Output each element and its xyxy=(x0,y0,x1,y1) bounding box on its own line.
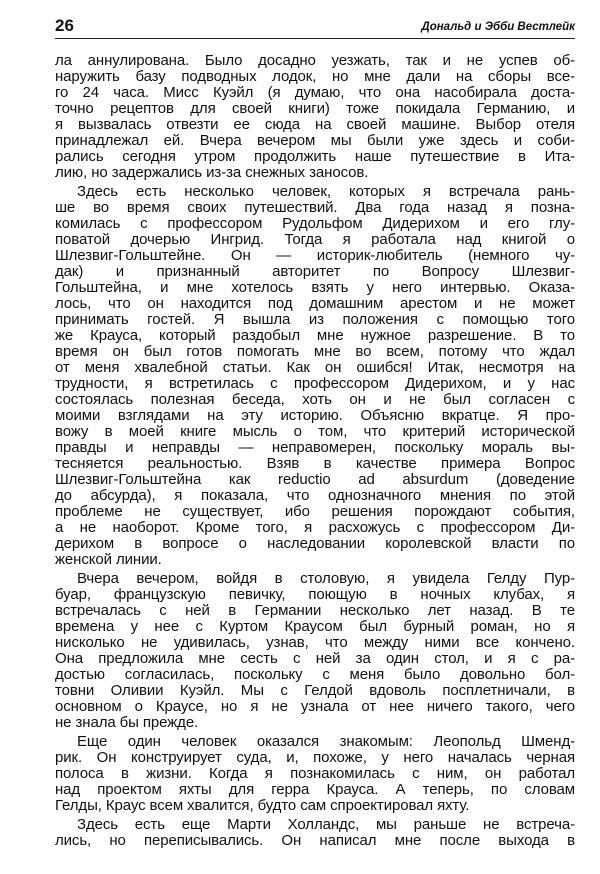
text-line: же Крауса, который раздобыл мне нужное разрешение. В то xyxy=(55,327,575,344)
text-line: Шлезвиг-Гольштейне. Он — историк-любитель (немного чу- xyxy=(55,247,575,264)
text-line: проблеме не существует, ибо решения порождают события, xyxy=(55,503,575,520)
text-line: Гольштейна, и мне хотелось взять у него интервью. Оказа- xyxy=(55,279,575,296)
text-line: дак) и признанный авторитет по Вопросу Шлезвиг- xyxy=(55,263,575,280)
text-line: комилась с профессором Рудольфом Дидерихом и его глу- xyxy=(55,215,575,232)
text-line: достью согласилась, поскольку с меня было довольно бол- xyxy=(55,666,575,683)
text-line: времена у нее с Куртом Краусом был бурный роман, но я xyxy=(55,618,575,635)
text-line: тесняется реальностью. Взяв в качестве примера Вопрос xyxy=(55,455,575,472)
text-line: принадлежал ей. Вчера вечером мы были уже здесь и соби- xyxy=(55,132,575,149)
paragraph xyxy=(55,184,575,568)
text-line: моими взглядами на эту историю. Объясню вкратце. Я про- xyxy=(55,407,575,424)
text-line: женской линии. xyxy=(55,551,162,568)
text-line: ше во время своих путешествий. Два года назад я позна- xyxy=(55,199,575,216)
paragraph xyxy=(55,734,575,814)
body-text xyxy=(55,53,575,852)
running-title: Дональд и Эбби Вестлейк xyxy=(421,21,575,33)
text-line: рик. Он конструирует суда, и, похоже, у него началась черная xyxy=(55,749,575,766)
text-line: поватой дочерью Ингрид. Тогда я работала над книгой о xyxy=(55,231,575,248)
page-number: 26 xyxy=(55,16,74,35)
text-line: буар, французскую певичку, поющую в ночных клубах, я xyxy=(55,586,575,603)
text-line: полоса в жизни. Когда я познакомилась с ним, он работал xyxy=(55,765,575,782)
text-line: Гелды, Краус всем хвалится, будто сам спроектировал яхту. xyxy=(55,797,470,814)
text-line: наружить базу подводных лодок, но мне дали на сборы все- xyxy=(55,68,575,85)
text-line: время он был готов помогать мне во всем, потому что ждал xyxy=(55,343,575,360)
text-line: ла аннулирована. Было досадно уезжать, так и не успев об- xyxy=(55,52,575,69)
text-line: не знала бы прежде. xyxy=(55,714,199,731)
text-line: Шлезвиг-Гольштейна как reductio ad absurdum (доведение xyxy=(55,471,575,488)
text-line: состоялась полезная беседа, хоть он и не был согласен с xyxy=(55,391,575,408)
text-line: а не наоборот. Кроме того, я расхожусь с профессором Ди- xyxy=(55,519,575,536)
text-line: до абсурда), я показала, что однозначного мнения по этой xyxy=(55,487,575,504)
text-line: над проектом яхты для герра Крауса. А теперь, по словам xyxy=(55,781,575,798)
text-line: трудности, я встретилась с профессором Дидерихом, и у нас xyxy=(55,375,575,392)
text-line: правды и неправды — неправомерен, поскольку мораль вы- xyxy=(55,439,575,456)
text-line: рались сегодня утром продолжить наше путешествие в Ита- xyxy=(55,148,575,165)
paragraph xyxy=(55,817,575,849)
text-line: го 24 часа. Мисс Куэйл (я думаю, что она насобирала доста- xyxy=(55,84,575,101)
paragraph xyxy=(55,53,575,181)
text-line: лось, что он находится под домашним арестом и не может xyxy=(55,295,575,312)
text-line: встречалась с ней в Германии несколько лет назад. В те xyxy=(55,602,575,619)
text-line: товни Оливии Куэйл. Мы с Гелдой вдоволь посплетничали, в xyxy=(55,682,575,699)
text-line: дерихом в вопросе о наследовании королевской власти по xyxy=(55,535,575,552)
text-line: нисколько не удивилась, узнав, что между ними все кончено. xyxy=(55,634,575,651)
text-line: Здесь есть еще Марти Холландс, мы раньше не встреча- xyxy=(77,816,575,833)
text-line: Она предложила мне сесть с ней за один стол, и я с ра- xyxy=(55,650,575,667)
text-line: лию, но задержались из-за снежных заносов. xyxy=(55,164,369,181)
text-line: Еще один человек оказался знакомым: Леопольд Шменд- xyxy=(77,733,575,750)
page-header xyxy=(55,16,575,39)
text-line: от меня хвалебной статьи. Как он ошибся! Итак, несмотря на xyxy=(55,359,575,376)
text-line: Здесь есть несколько человек, которых я встречала рань- xyxy=(77,183,575,200)
text-line: я вызвалась отвезти ее сюда на своей машине. Выбор отеля xyxy=(55,116,575,133)
text-line: точно рецептов для своей книги) тоже покидала Германию, и xyxy=(55,100,575,117)
text-line: основном о Краусе, но я не узнала от нее ничего такого, чего xyxy=(55,698,575,715)
text-line: вожу в моей книге мысль о том, что критерий исторической xyxy=(55,423,575,440)
text-line: Вчера вечером, войдя в столовую, я увидела Гелду Пур- xyxy=(77,570,575,587)
paragraph xyxy=(55,571,575,731)
text-line: принимать гостей. Я вышла из положения с помощью того xyxy=(55,311,575,328)
text-line: лись, но переписывались. Он написал мне после выхода в xyxy=(55,832,575,849)
